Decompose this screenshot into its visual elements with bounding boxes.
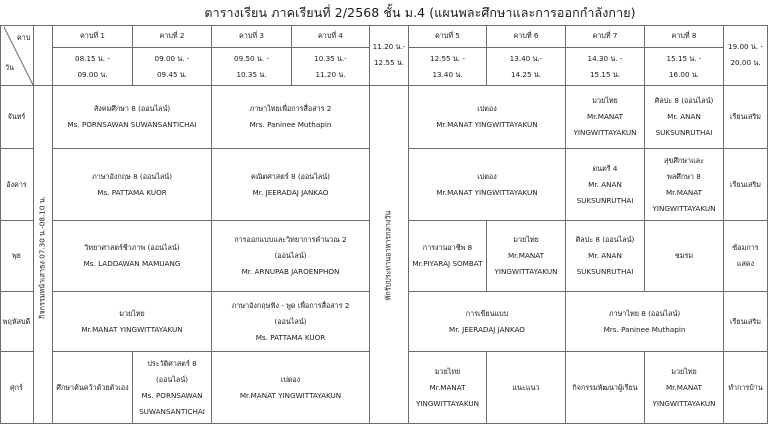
cell-text-line: เปตอง [280,374,301,384]
schedule-cell [409,221,487,292]
corner-day-label: วัน [5,63,14,72]
day-label-cell [0,352,34,424]
evening-time-end: 20.00 น. [730,58,761,67]
schedule-cell [409,352,487,424]
schedule-cell [566,149,645,221]
lunch-time-start: 11.20 น.- [372,42,406,51]
cell-text-line: ศิลปะ 8 (ออนไลน์) [575,235,635,244]
period-time [133,48,212,86]
day-name: อังคาร [6,179,27,189]
period-time-end: 09.00 น. [77,69,108,79]
cell-text-line: Mr.MANAT [665,187,703,197]
cell-text-line: เปตอง [477,171,497,181]
cell-text-line: Mr. JEERADAJ JANKAO [449,324,525,334]
evening-time-start: 19.00 น. - [728,42,763,51]
cell-text-line: (ออนไลน์) [274,316,307,326]
period-time-start: 08.15 น. - [75,53,110,63]
period-header [487,25,566,48]
period-header [409,25,487,48]
schedule-cell [645,352,724,424]
cell-text-line: YINGWITTAYAKUN [494,267,558,276]
period-time [53,48,133,86]
cell-text-line: แสดง [736,259,755,268]
period-name: คาบที่ 2 [159,31,185,40]
schedule-cell [53,292,212,352]
cell-text-line: YINGWITTAYAKUN [652,203,716,213]
period-time-end: 11.20 น. [315,69,346,79]
title-text: ตารางเรียน ภาคเรียนที่ 2/2568 ชั้น ม.4 (แผนพละศึกษาและการออกกำลังกาย) [204,5,636,20]
cell-text-line: (ออนไลน์) [155,374,189,384]
day-label-cell [0,221,34,292]
cell-text-line: Mr.MANAT [507,251,545,260]
schedule-cell [133,352,212,424]
schedule-cell [409,292,566,352]
cell-text-line: วิทยาศาสตร์ชีวภาพ (ออนไลน์) [84,243,180,252]
cell-text-line: Mr.MANAT YINGWITTAYAKUN [81,324,183,334]
period-time [645,48,724,86]
schedule-cell [212,221,370,292]
period-time-end: 15.15 น. [589,69,621,79]
period-header [133,25,212,48]
evening-cell [724,86,768,149]
cell-text-line: แนะแนว [512,382,540,392]
evening-time-cell [724,25,768,86]
cell-text-line: Ms. PORNSAWAN [141,390,203,400]
cell-text-line: Mr.MANAT [665,382,703,392]
cell-text-line: Mr.MANAT YINGWITTAYAKUN [436,187,538,197]
schedule-cell [212,149,370,221]
cell-text-line: เรียนเสริม [730,179,761,189]
cell-text-line: ซ้อมการ [732,243,759,252]
evening-cell [724,292,768,352]
cell-text-line: YINGWITTAYAKUN [652,398,716,408]
period-name: คาบที่ 4 [317,31,343,40]
period-time [292,48,370,86]
corner-period-label: คาบ [17,33,31,42]
schedule-cell [645,86,724,149]
period-header [645,25,724,48]
period-name: คาบที่ 3 [238,31,264,40]
schedule-cell [53,221,212,292]
day-label-cell [0,149,34,221]
cell-text-line: ภาษาอังกฤษ 8 (ออนไลน์) [91,171,173,181]
cell-text-line: การออกแบบและวิทยาการคำนวณ 2 [234,235,347,244]
cell-text-line: การเขียนแบบ [465,308,509,318]
period-name: คาบที่ 6 [513,31,539,40]
cell-text-line: Mr. ANAN [588,251,622,260]
cell-text-line: คณิตศาสตร์ 8 (ออนไลน์) [251,171,330,181]
cell-text-line: มวยไทย [434,366,461,376]
cell-text-line: Mr.MANAT YINGWITTAYAKUN [436,120,538,129]
cell-text-line: SUWANSANTICHAI [139,406,205,416]
schedule-cell [212,292,370,352]
cell-text-line: มวยไทย [592,96,618,105]
page-title [0,0,768,25]
cell-text-line: YINGWITTAYAKUN [573,128,637,137]
schedule-cell [566,221,645,292]
schedule-cell [212,352,370,424]
period-time-start: 12.55 น. - [430,53,465,63]
period-time [566,48,645,86]
cell-text-line: Mr.MANAT YINGWITTAYAKUN [239,390,342,400]
morning-activity-label: กิจกรรมหน้าเสาธง 07.30 น.-08.10 น. [37,196,47,319]
cell-text-line: Mr.MANAT [586,112,624,121]
schedule-cell [212,86,370,149]
cell-text-line: Mr.MANAT [429,382,466,392]
cell-text-line: พลศึกษา 8 [667,171,701,181]
period-time [409,48,487,86]
period-time-end: 16.00 น. [668,69,700,79]
cell-text-line: ภาษาอังกฤษฟัง - พูด เพื่อการสื่อสาร 2 [231,300,350,310]
schedule-cell [53,352,133,424]
cell-text-line: สังคมศึกษา 8 (ออนไลน์) [93,104,171,113]
schedule-cell [53,149,212,221]
cell-text-line: Ms. PORNSAWAN SUWANSANTICHAI [67,120,197,129]
cell-text-line: SUKSUNRUTHAI [576,267,634,276]
day-name: จันทร์ [7,112,26,121]
cell-text-line: สุขศึกษาและ [664,155,704,165]
cell-text-line: ดนตรี 4 [592,163,618,173]
cell-text-line: SUKSUNRUTHAI [576,195,634,205]
day-name: ศุกร์ [10,382,23,392]
period-time-start: 15.15 น. - [666,53,702,63]
cell-text-line: เรียนเสริม [730,316,761,326]
cell-text-line: Mr. ANAN [667,112,701,121]
evening-cell [724,352,768,424]
cell-text-line: ทำการบ้าน [728,382,763,392]
schedule-cell [487,221,566,292]
cell-text-line: เรียนเสริม [730,112,761,121]
period-time-start: 10.35 น.- [314,53,347,63]
lunch-time-cell [370,25,409,86]
period-time-end: 10.35 น. [236,69,267,79]
period-time-start: 14.30 น. - [587,53,623,63]
cell-text-line: Mrs. Paninee Muthapin [249,120,332,129]
cell-text-line: Ms. PATTAMA KUOR [255,332,326,342]
lunch-label: พักรับประทานอาหารกลางวัน [383,210,393,301]
period-header [566,25,645,48]
period-time-start: 13.40 น.- [509,53,543,63]
cell-text-line: มวยไทย [513,235,539,244]
cell-text-line: มวยไทย [119,308,145,318]
cell-text-line: (ออนไลน์) [274,251,307,260]
cell-text-line: Mr. JEERADAJ JANKAO [252,187,329,197]
period-time-start: 09.00 น. - [154,53,190,63]
period-name: คาบที่ 8 [671,31,697,40]
cell-text-line: Ms. PATTAMA KUOR [97,187,167,197]
schedule-cell [53,86,212,149]
cell-text-line: YINGWITTAYAKUN [415,398,480,408]
cell-text-line: ศิลปะ 8 (ออนไลน์) [654,96,714,105]
day-label-cell [0,86,34,149]
period-header [292,25,370,48]
day-name: พฤหัสบดี [2,316,31,326]
period-time [487,48,566,86]
schedule-cell [566,352,645,424]
period-time-end: 09.45 น. [156,69,188,79]
period-name: คาบที่ 7 [592,31,618,40]
period-time [212,48,292,86]
cell-text-line: ชมรม [674,251,694,260]
period-name: คาบที่ 5 [434,31,460,40]
evening-cell [724,149,768,221]
cell-text-line: มวยไทย [671,366,697,376]
schedule-cell [645,221,724,292]
cell-text-line: Mrs. Paninee Muthapin [603,324,686,334]
day-label-cell [0,292,34,352]
cell-text-line: ศึกษาค้นคว้าด้วยตัวเอง [56,382,129,392]
period-header [212,25,292,48]
period-header [53,25,133,48]
period-time-end: 13.40 น. [432,69,463,79]
cell-text-line: Ms. LADDAWAN MAMUANG [83,259,181,268]
cell-text-line: การงานอาชีพ 8 [422,243,473,252]
period-time-end: 14.25 น. [510,69,542,79]
cell-text-line: Mr.PIYARAJ SOMBAT [412,259,483,268]
cell-text-line: เปตอง [477,104,497,113]
evening-cell [724,221,768,292]
day-name: พุธ [11,251,22,260]
schedule-cell [566,86,645,149]
period-name: คาบที่ 1 [79,31,105,40]
cell-text-line: ประวัติศาสตร์ 8 [147,358,197,368]
cell-text-line: กิจกรรมพัฒนาผู้เรียน [572,382,638,392]
schedule-cell [487,352,566,424]
cell-text-line: SUKSUNRUTHAI [655,128,713,137]
cell-text-line: Mr. ARNUPAB JAROENPHON [241,267,340,276]
lunch-time-end: 12.55 น. [373,58,405,67]
period-time-start: 09.50 น. - [234,53,269,63]
schedule-cell [409,86,566,149]
schedule-cell [409,149,566,221]
schedule-cell [566,292,724,352]
schedule-cell [645,149,724,221]
morning-activity-column-top [34,25,53,86]
cell-text-line: ภาษาไทยเพื่อการสื่อสาร 2 [249,104,332,113]
cell-text-line: Mr. ANAN [588,179,622,189]
cell-text-line: ภาษาไทย 8 (ออนไลน์) [608,308,681,318]
